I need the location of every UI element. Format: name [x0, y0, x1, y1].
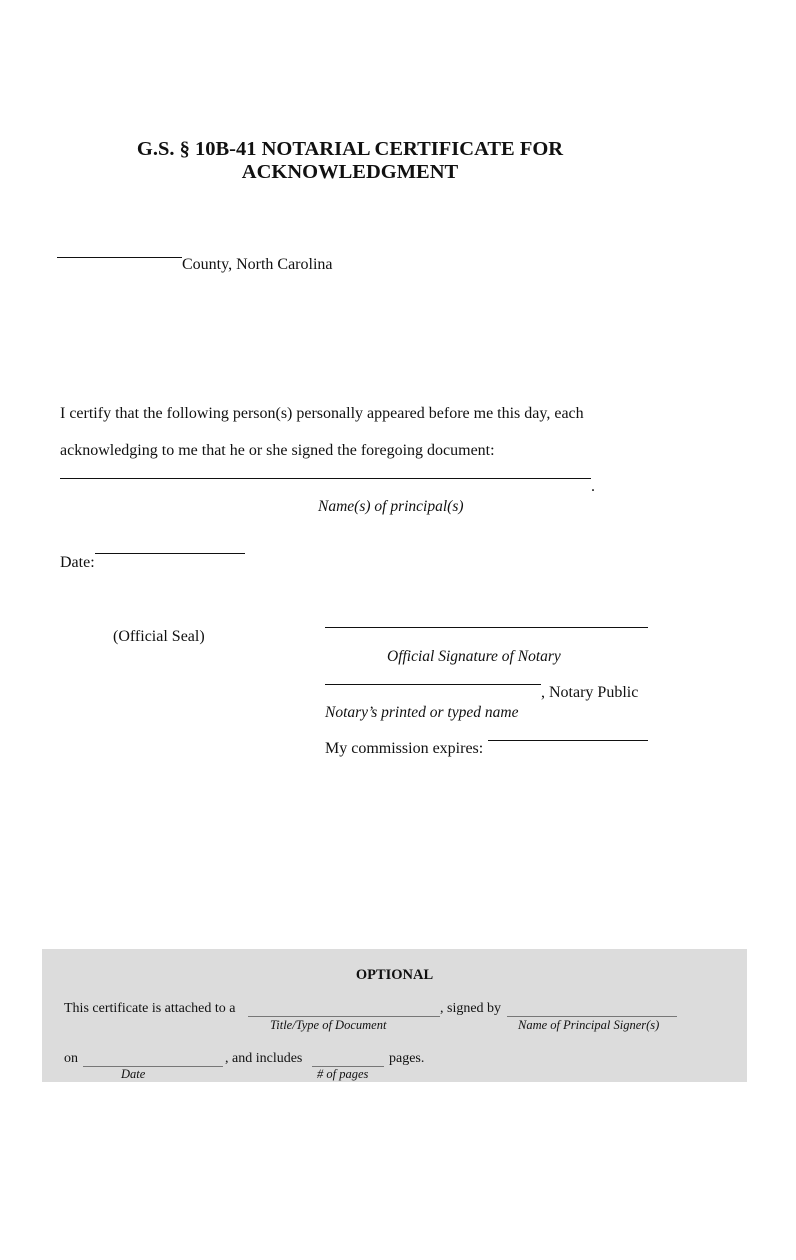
attached-date-caption: Date: [121, 1067, 146, 1081]
page-count-caption: # of pages: [317, 1067, 369, 1081]
principal-signer-field[interactable]: [507, 1016, 677, 1017]
title-line-1: G.S. § 10B-41 NOTARIAL CERTIFICATE FOR: [136, 138, 564, 160]
and-includes-label: , and includes: [225, 1051, 303, 1066]
signed-by-label: , signed by: [440, 1001, 502, 1016]
pages-label: pages.: [389, 1051, 425, 1066]
document-title-field[interactable]: [248, 1016, 440, 1017]
county-label: County, North Carolina: [182, 256, 333, 273]
principal-signer-caption: Name of Principal Signer(s): [518, 1018, 660, 1032]
county-field[interactable]: [57, 257, 182, 258]
optional-section: [42, 949, 747, 1082]
commission-expires-field[interactable]: [488, 740, 648, 741]
attached-date-field[interactable]: [83, 1066, 223, 1067]
optional-heading: OPTIONAL: [355, 967, 434, 983]
principal-line-period: .: [591, 478, 595, 495]
principal-name-field[interactable]: [60, 478, 591, 479]
certify-text-line-2: acknowledging to me that he or she signed the foregoing document:: [60, 442, 495, 459]
principal-name-caption: Name(s) of principal(s): [318, 498, 464, 515]
date-field[interactable]: [95, 553, 245, 554]
official-seal-label: (Official Seal): [113, 628, 205, 645]
document-title-caption: Title/Type of Document: [270, 1018, 387, 1032]
notary-signature-field[interactable]: [325, 627, 648, 628]
certify-text-line-1: I certify that the following person(s) personally appeared before me this day, each: [60, 405, 584, 422]
title-line-2: ACKNOWLEDGMENT: [241, 161, 459, 183]
attached-to-text: This certificate is attached to a: [64, 1001, 236, 1016]
notary-printed-name-caption: Notary’s printed or typed name: [325, 704, 519, 721]
document-title: [0, 138, 700, 184]
commission-expires-label: My commission expires:: [325, 740, 484, 757]
date-label: Date:: [60, 554, 95, 571]
notary-public-label: , Notary Public: [541, 684, 639, 701]
on-label: on: [64, 1051, 78, 1066]
notary-printed-name-field[interactable]: [325, 684, 541, 685]
notary-signature-caption: Official Signature of Notary: [387, 648, 561, 665]
